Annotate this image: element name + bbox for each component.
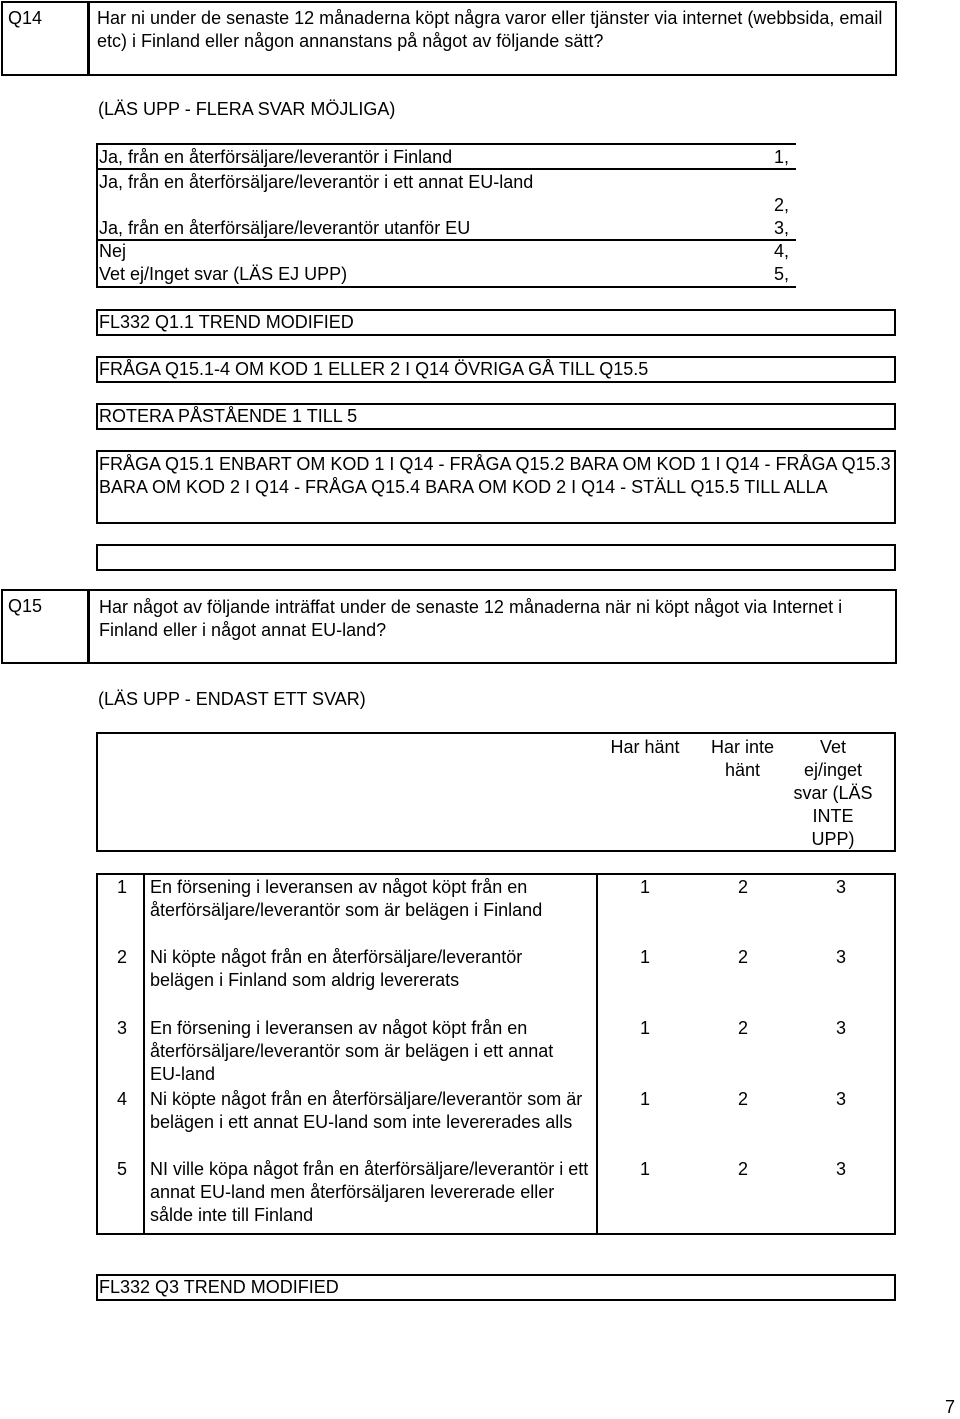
q14-option-code: 3, <box>774 218 790 238</box>
q14-option-label: Ja, från en återförsäljare/leverantör i ett annat EU-land <box>99 172 534 192</box>
empty-box <box>96 544 896 571</box>
q15-item-code: 1 <box>640 1159 651 1179</box>
q15-item-code: 1 <box>640 1018 651 1038</box>
q15-item-code: 3 <box>836 947 847 967</box>
q14-option-code: 5, <box>774 264 790 284</box>
q14-trend-note: FL332 Q1.1 TREND MODIFIED <box>99 312 354 332</box>
q15-item-code: 1 <box>640 947 651 967</box>
q15-column-header: Har hänt <box>610 737 680 757</box>
q15-item-number: 4 <box>117 1089 128 1109</box>
q14-id: Q14 <box>8 8 43 28</box>
q15-item-code: 2 <box>738 1159 749 1179</box>
q14-option-label: Ja, från en återförsäljare/leverantör i Finland <box>99 147 453 167</box>
q15-item-code: 1 <box>640 1089 651 1109</box>
q14-options-top-rule <box>97 143 796 145</box>
q15-item-code: 2 <box>738 1089 749 1109</box>
page-number: 7 <box>945 1397 956 1417</box>
q15-item-number: 1 <box>117 877 128 897</box>
q14-option-code: 1, <box>774 147 790 167</box>
q15-item-code: 3 <box>836 1018 847 1038</box>
q14-option-label: Vet ej/Inget svar (LÄS EJ UPP) <box>99 264 348 284</box>
q15-item-code: 3 <box>836 1159 847 1179</box>
q14-option-label: Nej <box>99 241 127 261</box>
q15-item-text: En försening i leveransen av något köpt från en återförsäljare/leverantör som är belägen i ett annat EU-land <box>150 1018 554 1084</box>
q14-options-rule <box>97 239 796 241</box>
q14-options-rule <box>97 168 796 170</box>
q15-item-text: Ni köpte något från en återförsäljare/leverantör som är belägen i ett annat EU-land som inte levererades alls <box>150 1089 583 1132</box>
q14-option-code: 4, <box>774 241 790 261</box>
q15-items-divider <box>596 873 598 1235</box>
q15-item-number: 2 <box>117 947 128 967</box>
q15-trend-note: FL332 Q3 TREND MODIFIED <box>99 1277 339 1297</box>
q15-item-code: 3 <box>836 1089 847 1109</box>
q15-item-text: En försening i leveransen av något köpt från en återförsäljare/leverantör som är belägen i Finland <box>150 877 543 920</box>
q15-item-code: 2 <box>738 1018 749 1038</box>
q15-item-code: 2 <box>738 877 749 897</box>
q15-question: Har något av följande inträffat under de senaste 12 månaderna när ni köpt något via Internet i Finland eller i något annat EU-land? <box>99 597 843 640</box>
q15-item-text: NI ville köpa något från en återförsäljare/leverantör i ett annat EU-land men återförsäljaren levererade eller sålde inte till Finland <box>150 1159 589 1225</box>
q15-item-text: Ni köpte något från en återförsäljare/leverantör belägen i Finland som aldrig levererats <box>150 947 523 990</box>
q15-id: Q15 <box>8 596 43 616</box>
q14-option-code: 2, <box>774 195 790 215</box>
q15-item-code: 1 <box>640 877 651 897</box>
q14-filter-1: FRÅGA Q15.1-4 OM KOD 1 ELLER 2 I Q14 ÖVRIGA GÅ TILL Q15.5 <box>99 359 649 379</box>
q14-option-label: Ja, från en återförsäljare/leverantör utanför EU <box>99 218 471 238</box>
q15-item-code: 2 <box>738 947 749 967</box>
q14-options-left-rule <box>96 143 98 288</box>
q15-instruction: (LÄS UPP - ENDAST ETT SVAR) <box>98 689 366 709</box>
q15-item-number: 5 <box>117 1159 128 1179</box>
q14-question: Har ni under de senaste 12 månaderna köpt några varor eller tjänster via internet (webbsida, email etc) i Finland eller någon annanstans på något av följande sätt? <box>97 8 883 51</box>
q14-options-bottom-rule <box>97 286 796 288</box>
q14-rotate: ROTERA PÅSTÅENDE 1 TILL 5 <box>99 406 358 426</box>
q15-column-header: Har inte hänt <box>710 737 775 780</box>
q15-column-header: Vet ej/inget svar (LÄS INTE UPP) <box>793 737 873 849</box>
q14-filter-2: FRÅGA Q15.1 ENBART OM KOD 1 I Q14 - FRÅGA Q15.2 BARA OM KOD 1 I Q14 - FRÅGA Q15.3 BARA OM KOD 2 I Q14 - FRÅGA Q15.4 BARA OM KOD 2 I Q14 - STÄLL Q15.5 TILL ALLA <box>99 454 891 497</box>
q15-item-number: 3 <box>117 1018 128 1038</box>
q15-items-divider <box>143 873 145 1235</box>
q14-instruction: (LÄS UPP - FLERA SVAR MÖJLIGA) <box>98 99 396 119</box>
q15-item-code: 3 <box>836 877 847 897</box>
